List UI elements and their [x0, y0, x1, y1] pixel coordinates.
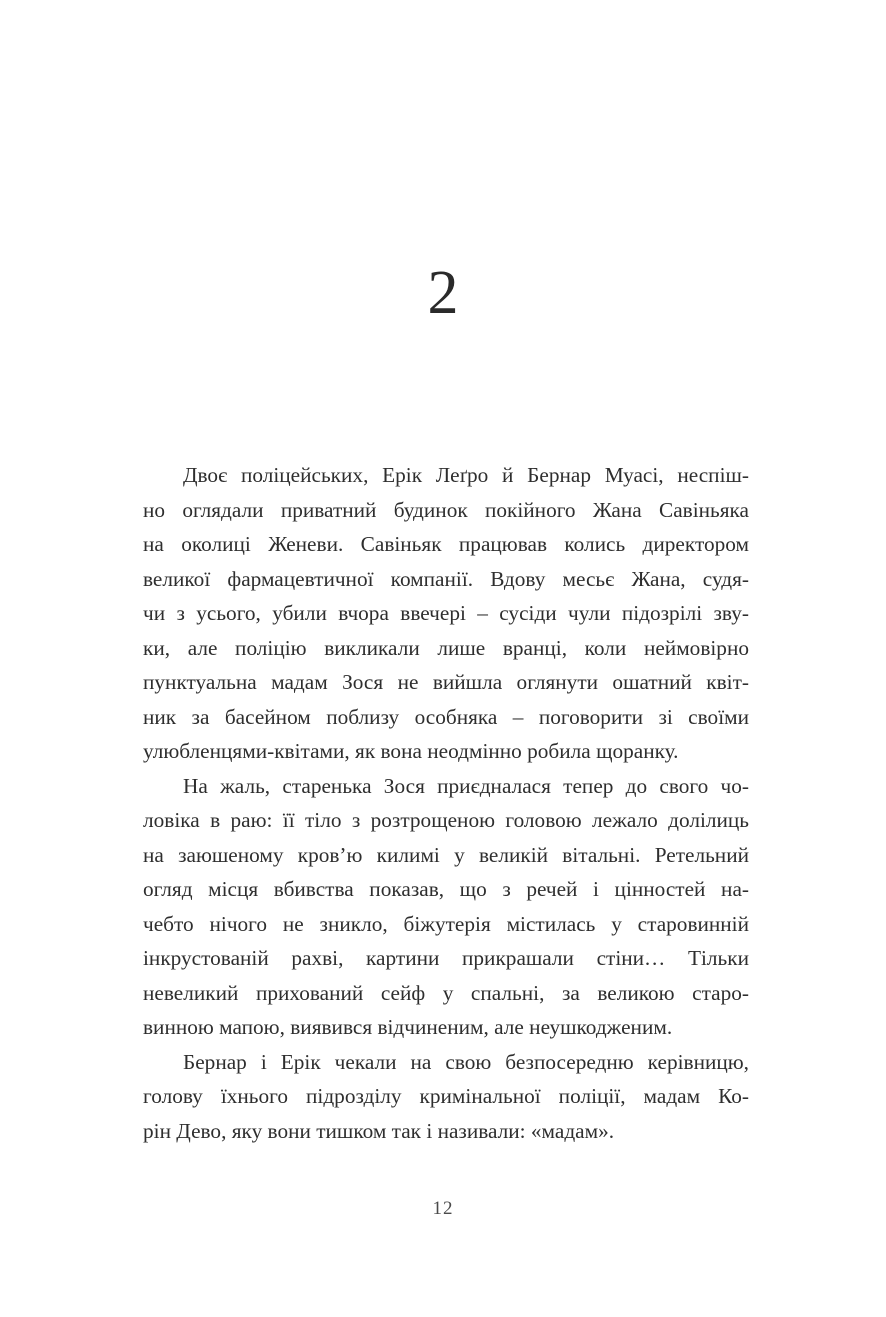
text-line: пунктуальна мадам Зося не вийшла оглянути ошатний квіт-: [143, 670, 749, 694]
text-line: но оглядали приватний будинок покійного Жана Савіньяка: [143, 497, 749, 522]
text-line: голову їхнього підрозділу кримінальної поліції, мадам Ко-: [143, 1084, 749, 1108]
text-line: рін Дево, яку вони тишком так і називали: «мадам».: [143, 1118, 615, 1143]
chapter-number: 2: [427, 259, 459, 327]
text-line: невеликий прихований сейф у спальні, за великою старо-: [143, 980, 749, 1005]
paragraph: [143, 769, 749, 1045]
body-text: [143, 458, 749, 1148]
text-line: Двоє поліцейських, Ерік Леґро й Бернар Муасі, неспіш-: [183, 463, 749, 487]
text-line: ник за басейном поблизу особняка – поговорити зі своїми: [143, 704, 749, 729]
text-line: ловіка в раю: її тіло з розтрощеною головою лежало долілиць: [143, 808, 749, 832]
text-line: огляд місця вбивства показав, що з речей і цінностей на-: [143, 877, 749, 901]
text-line: на заюшеному кров’ю килимі у великій вітальні. Ретельний: [143, 842, 749, 867]
text-line: ки, але поліцію викликали лише вранці, коли неймовірно: [143, 635, 749, 660]
text-line: улюбленцями-квітами, як вона неодмінно робила щоранку.: [143, 739, 679, 763]
text-line: на околиці Женеви. Савіньяк працював колись директором: [143, 532, 749, 556]
text-line: чебто нічого не зникло, біжутерія містилась у старовинній: [143, 911, 749, 936]
text-line: чи з усього, убили вчора ввечері – сусіди чули підозрілі зву-: [143, 601, 749, 625]
text-line: На жаль, старенька Зося приєдналася тепер до свого чо-: [183, 773, 749, 798]
text-line: Бернар і Ерік чекали на свою безпосередню керівницю,: [183, 1049, 749, 1074]
page-number: 12: [432, 1198, 454, 1219]
text-line: винною мапою, виявився відчиненим, але неушкодженим.: [143, 1015, 673, 1039]
text-line: інкрустованій рахві, картини прикрашали стіни… Тільки: [143, 946, 749, 970]
text-line: великої фармацевтичної компанії. Вдову месьє Жана, судя-: [143, 566, 749, 591]
paragraph: [143, 458, 749, 769]
paragraph: [143, 1045, 749, 1149]
